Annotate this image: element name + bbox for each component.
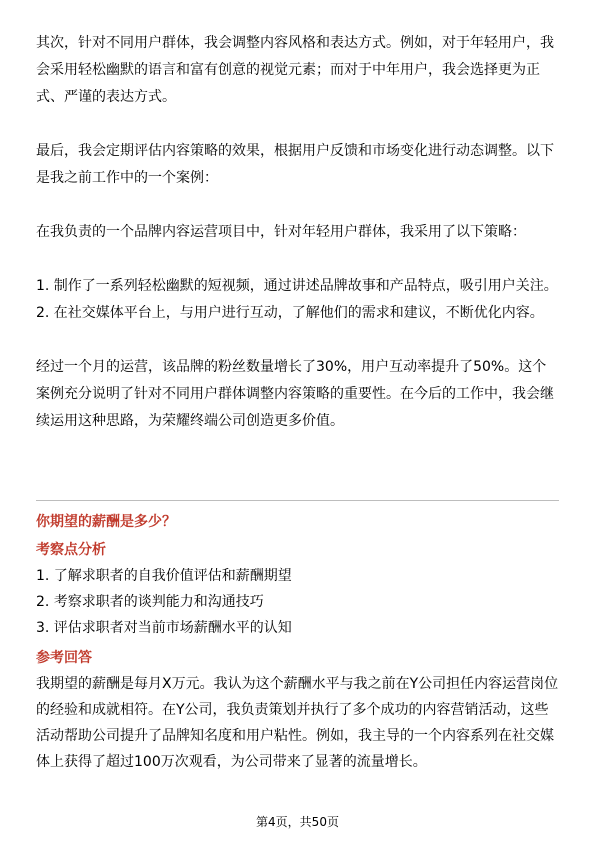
case-item-1: 1. 制作了一系列轻松幽默的短视频，通过讲述品牌故事和产品特点，吸引用户关注。: [36, 278, 558, 294]
analysis-item-1: 1. 了解求职者的自我价值评估和薪酬期望: [36, 568, 292, 584]
analysis-item-2: 2. 考察求职者的谈判能力和沟通技巧: [36, 594, 264, 610]
intro-paragraph-case: 在我负责的一个品牌内容运营项目中，针对年轻用户群体，我采用了以下策略：: [36, 224, 526, 240]
analysis-heading: 考察点分析: [36, 542, 106, 558]
section-divider: [36, 500, 559, 501]
analysis-list: [36, 563, 559, 641]
body-text: [36, 30, 559, 435]
intro-paragraph-style: 其次，针对不同用户群体，我会调整内容风格和表达方式。例如，对于年轻用户，我会采用轻松幽默的语言和富有创意的视觉元素；而对于中年用户，我会选择更为正式、严谨的表达方式。: [36, 35, 554, 105]
page-number: 第4页，共50页: [256, 815, 339, 829]
intro-paragraph-evaluation: 最后，我会定期评估内容策略的效果，根据用户反馈和市场变化进行动态调整。以下是我之前工作中的一个案例：: [36, 143, 554, 186]
analysis-item-3: 3. 评估求职者对当前市场薪酬水平的认知: [36, 620, 292, 636]
salary-question-section: [36, 511, 559, 775]
answer-block: [36, 671, 559, 775]
question-title: 你期望的薪酬是多少？: [36, 514, 176, 530]
answer-text: 我期望的薪酬是每月X万元。我认为这个薪酬水平与我之前在Y公司担任内容运营岗位的经验和成就相符。在Y公司，我负责策划并执行了多个成功的内容营销活动，这些活动帮助公司提升了品牌知名度和用户粘性。例如，我主导的一个内容系列在社交媒体上获得了超过100万次观看，为公司带来了显著的流量增长。: [36, 676, 559, 770]
answer-heading: 参考回答: [36, 650, 92, 666]
result-paragraph: 经过一个月的运营，该品牌的粉丝数量增长了30%，用户互动率提升了50%。这个案例充分说明了针对不同用户群体调整内容策略的重要性。在今后的工作中，我会继续运用这种思路，为荣耀终端公司创造更多价值。: [36, 359, 554, 429]
case-item-2: 2. 在社交媒体平台上，与用户进行互动，了解他们的需求和建议，不断优化内容。: [36, 305, 544, 321]
